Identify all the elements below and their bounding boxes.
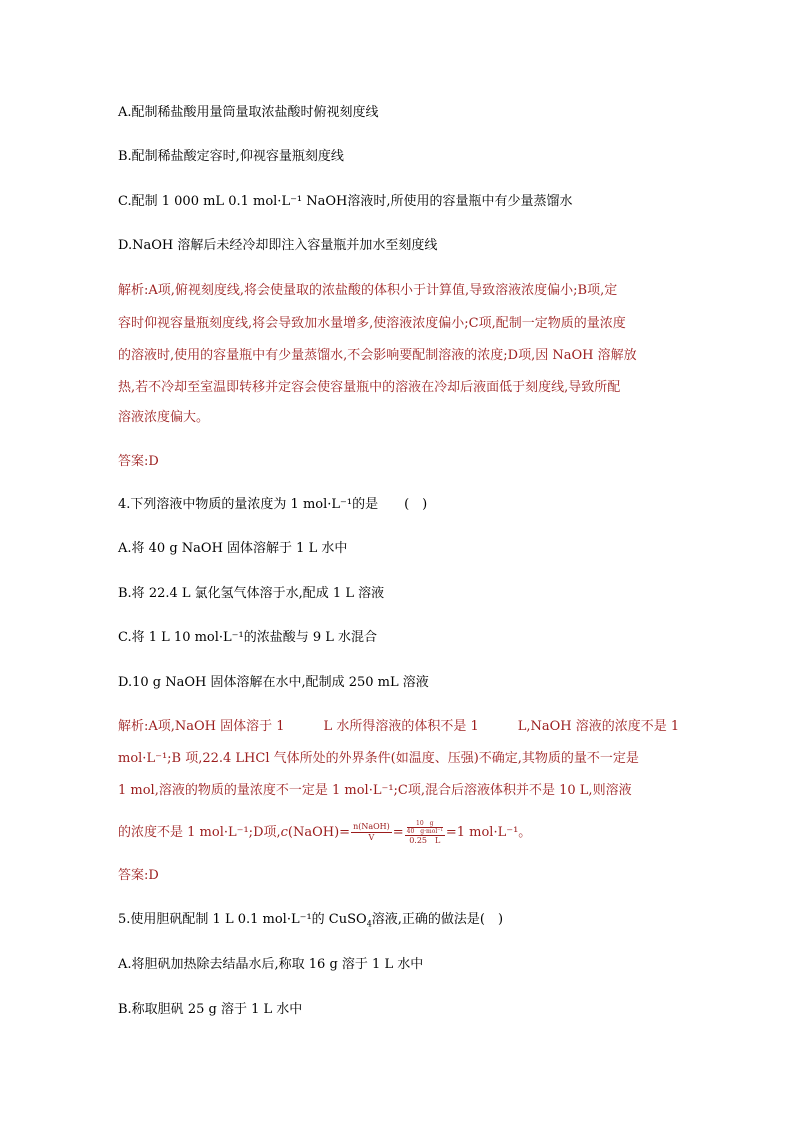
- q4-stem: 4.下列溶液中物质的量浓度为 1 mol·L⁻¹的是 ( ): [118, 497, 428, 512]
- concentration-symbol: c: [280, 825, 288, 840]
- q5-stem: [118, 912, 503, 928]
- q3-answer: 答案:D: [118, 454, 159, 469]
- q3-analysis-line-2: 容时仰视容量瓶刻度线,将会导致加水量增多,使溶液浓度偏小;C项,配制一定物质的量浓度: [118, 316, 626, 331]
- fraction-numerator: n(NaOH): [353, 822, 390, 831]
- nested-numerator: 10 g: [407, 820, 443, 828]
- q4-option-a: A.将 40 g NaOH 固体溶解于 1 L 水中: [118, 541, 348, 556]
- q5-stem-suffix: 溶液,正确的做法是( ): [371, 912, 504, 927]
- q3-analysis-line-3: 的溶液时,使用的容量瓶中有少量蒸馏水,不会影响要配制溶液的浓度;D项,因 NaOH 溶解放: [118, 348, 637, 363]
- q4-analysis-line-2: mol·L⁻¹;B 项,22.4 LHCl 气体所处的外界条件(如温度、压强)不确定,其物质的量不一定是: [118, 751, 639, 766]
- q3-option-c: C.配制 1 000 mL 0.1 mol·L⁻¹ NaOH溶液时,所使用的容量瓶中有少量蒸馏水: [118, 194, 573, 209]
- fraction-denominator-volume: 0.25 L: [409, 835, 441, 845]
- q3-analysis-line-1: 解析:A项,俯视刻度线,将会使量取的浓盐酸的体积小于计算值,导致溶液浓度偏小;B项,定: [118, 283, 618, 298]
- fraction-n-over-v: [351, 822, 392, 843]
- nested-fraction: [407, 820, 443, 835]
- q3-analysis-line-5: 溶液浓度偏大。: [118, 410, 210, 425]
- q4-analysis-line-3: 1 mol,溶液的物质的量浓度不一定是 1 mol·L⁻¹;C项,混合后溶液体积并不是 10 L,则溶液: [118, 783, 632, 798]
- q4-analysis-line-4: [118, 818, 531, 848]
- q5-option-b: B.称取胆矾 25 g 溶于 1 L 水中: [118, 1002, 303, 1017]
- q3-option-d: D.NaOH 溶解后未经冷却即注入容量瓶并加水至刻度线: [118, 238, 438, 253]
- q4-option-d: D.10 g NaOH 固体溶解在水中,配制成 250 mL 溶液: [118, 675, 429, 690]
- q4-analysis-line-1: 解析:A项,NaOH 固体溶于 1 L 水所得溶液的体积不是 1 L,NaOH 溶液的浓度不是 1: [118, 719, 680, 734]
- line4-mid: (NaOH)=: [287, 825, 351, 840]
- q4-option-c: C.将 1 L 10 mol·L⁻¹的浓盐酸与 9 L 水混合: [118, 630, 378, 645]
- q4-option-b: B.将 22.4 L 氯化氢气体溶于水,配成 1 L 溶液: [118, 586, 385, 601]
- q3-analysis-line-4: 热,若不冷却至室温即转移并定容会使容量瓶中的溶液在冷却后液面低于刻度线,导致所配: [118, 380, 621, 395]
- q5-stem-prefix: 5.使用胆矾配制 1 L 0.1 mol·L⁻¹的 CuSO: [118, 912, 367, 927]
- q4-answer: 答案:D: [118, 868, 159, 883]
- nested-denominator: 40 g·mol⁻¹: [406, 827, 443, 835]
- fraction-numerator-nested: [405, 820, 445, 836]
- fraction-mass-over-volume: [405, 820, 445, 846]
- line4-suffix: =1 mol·L⁻¹。: [445, 825, 532, 840]
- q3-option-b: B.配制稀盐酸定容时,仰视容量瓶刻度线: [118, 149, 344, 164]
- q5-stem-subscript: 4: [366, 919, 372, 929]
- fraction-denominator: V: [368, 833, 375, 842]
- q5-option-a: A.将胆矾加热除去结晶水后,称取 16 g 溶于 1 L 水中: [118, 957, 424, 972]
- equals-sign: =: [392, 825, 404, 840]
- line4-prefix: 的浓度不是 1 mol·L⁻¹;D项,: [118, 825, 281, 840]
- q3-option-a: A.配制稀盐酸用量筒量取浓盐酸时俯视刻度线: [118, 105, 379, 120]
